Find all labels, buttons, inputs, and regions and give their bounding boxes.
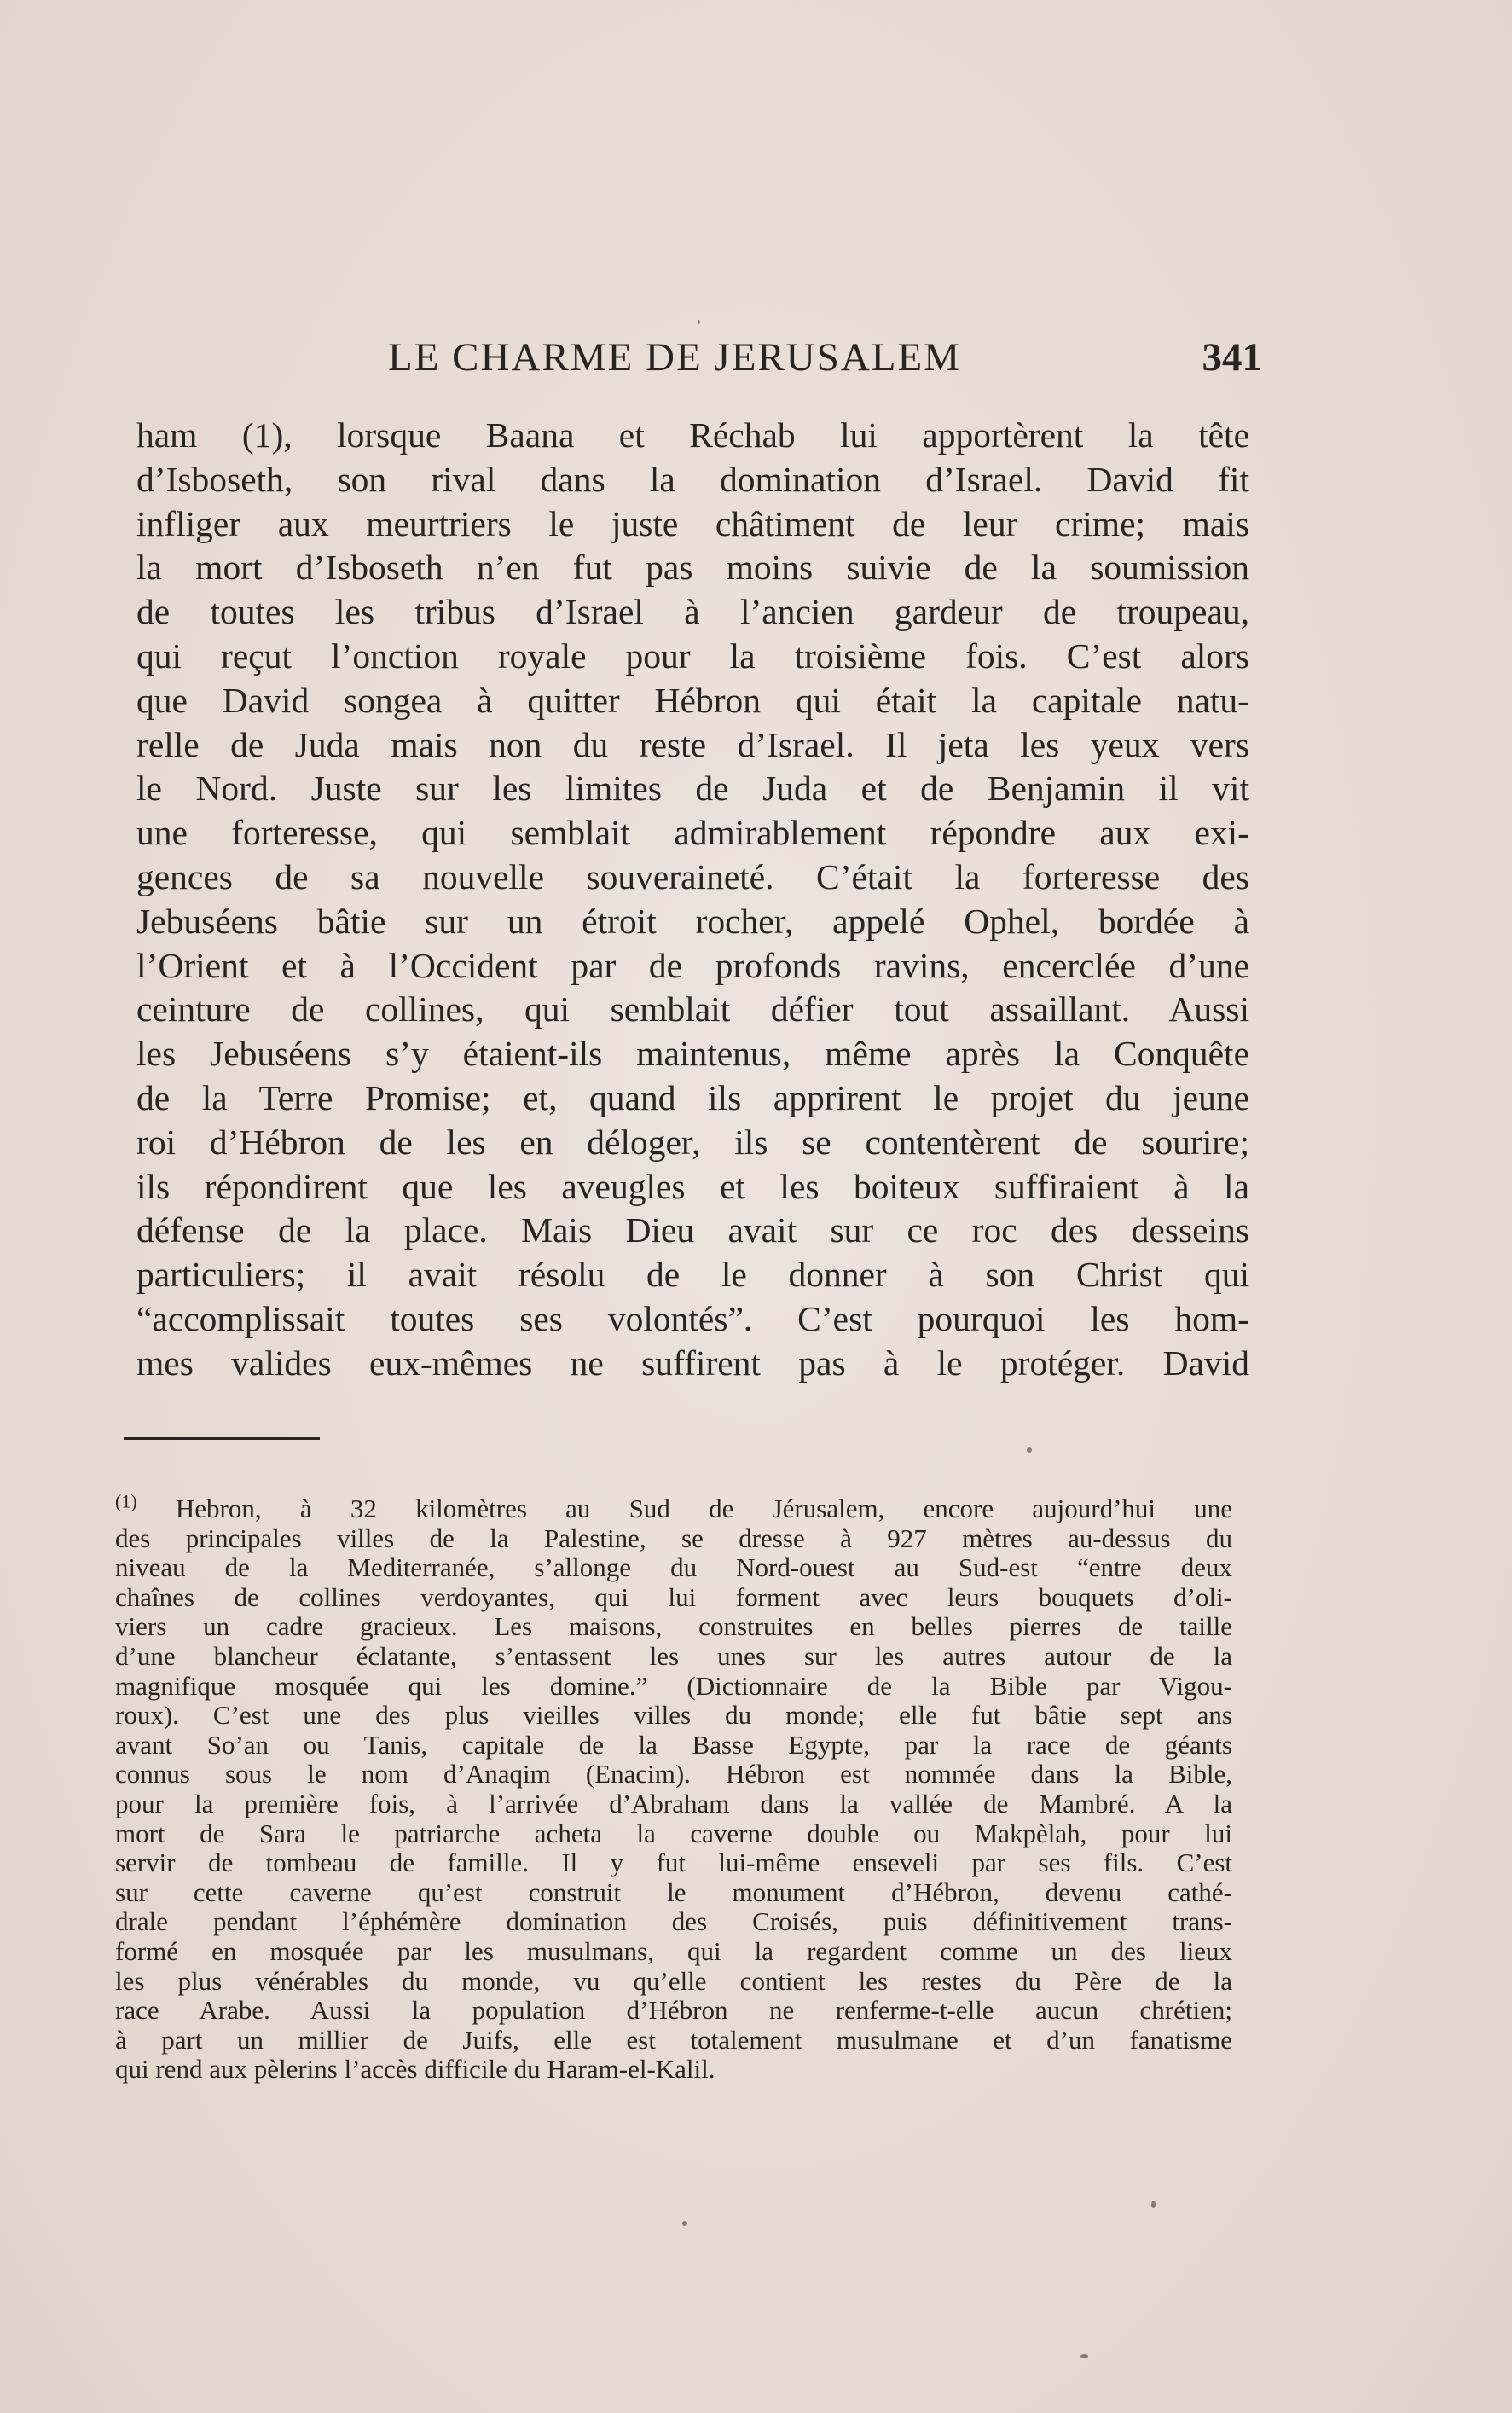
text-line: qui reçut l’onction royale pour la troisième fois. C’est alors <box>136 635 1249 676</box>
text-line: mes valides eux-mêmes ne suffirent pas à le protéger. David <box>136 1343 1249 1383</box>
footnote-line: roux). C’est une des plus vieilles villes du monde; elle fut bâtie sept ans <box>115 1700 1232 1731</box>
paper-speck <box>1027 1447 1032 1453</box>
footnote-line: les plus vénérables du monde, vu qu’elle contient les restes du Père de la <box>115 1965 1232 1996</box>
footnote-line: viers un cadre gracieux. Les maisons, construites en belles pierres de taille <box>115 1611 1232 1642</box>
footnote-line <box>115 1490 1232 1524</box>
footnote-line: magnifique mosquée qui les domine.” (Dictionnaire de la Bible par Vigou- <box>115 1670 1232 1701</box>
text-line: particuliers; il avait résolu de le donner à son Christ qui <box>136 1255 1249 1295</box>
footnote-first-text: Hebron, à 32 kilomètres au Sud de Jérusalem, encore aujourd’hui une <box>175 1494 1232 1523</box>
footnote <box>115 1490 1232 2085</box>
footnote-line: des principales villes de la Palestine, se dresse à 927 mètres au-dessus du <box>115 1523 1232 1553</box>
footnote-line: mort de Sara le patriarche acheta la caverne double ou Makpèlah, pour lui <box>115 1818 1232 1848</box>
text-line: gences de sa nouvelle souveraineté. C’était la forteresse des <box>136 856 1249 896</box>
footnote-line: d’une blancheur éclatante, s’entassent les unes sur les autres autour de la <box>115 1640 1232 1671</box>
footnote-line: servir de tombeau de famille. Il y fut lui-même enseveli par ses fils. C’est <box>115 1847 1232 1878</box>
text-line: ils répondirent que les aveugles et les boiteux suffiraient à la <box>136 1166 1249 1206</box>
running-title: LE CHARME DE JERUSALEM <box>388 335 961 380</box>
page-header <box>119 334 1262 394</box>
paper-speck <box>1151 2201 1156 2208</box>
text-line: défense de la place. Mais Dieu avait sur ce roc des desseins <box>136 1210 1249 1250</box>
footnote-line: chaînes de collines verdoyantes, qui lui forment avec leurs bouquets d’oli- <box>115 1581 1232 1612</box>
text-line: le Nord. Juste sur les limites de Juda et de Benjamin il vit <box>136 769 1249 809</box>
paper-speck <box>682 2221 687 2226</box>
text-line: d’Isboseth, son rival dans la domination d’Israel. David fit <box>136 459 1249 499</box>
paper-speck <box>1080 2354 1088 2358</box>
footnote-line: sur cette caverne qu’est construit le monument d’Hébron, devenu cathé- <box>115 1876 1232 1907</box>
text-line: ceinture de collines, qui semblait défier tout assaillant. Aussi <box>136 989 1249 1030</box>
footnote-line: avant So’an ou Tanis, capitale de la Basse Egypte, par la race de géants <box>115 1729 1232 1760</box>
text-line: les Jebuséens s’y étaient-ils maintenus, même après la Conquête <box>136 1034 1249 1074</box>
footnote-line: qui rend aux pèlerins l’accès difficile du Haram-el-Kalil. <box>115 2054 715 2085</box>
footnote-rule <box>124 1437 320 1440</box>
text-line: ham (1), lorsque Baana et Réchab lui apportèrent la tête <box>136 415 1249 455</box>
text-line: la mort d’Isboseth n’en fut pas moins suivie de la soumission <box>136 548 1249 588</box>
footnote-line: drale pendant l’éphémère domination des Croisés, puis définitivement trans- <box>115 1906 1232 1937</box>
text-line: que David songea à quitter Hébron qui était la capitale natu- <box>136 680 1249 720</box>
page-number: 341 <box>1202 335 1262 380</box>
footnote-line: à part un millier de Juifs, elle est totalement musulmane et d’un fanatisme <box>115 2024 1232 2055</box>
footnote-marker: (1) <box>115 1490 137 1512</box>
footnote-line: niveau de la Mediterranée, s’allonge du Nord-ouest au Sud-est “entre deux <box>115 1552 1232 1583</box>
text-line: l’Orient et à l’Occident par de profonds ravins, encerclée d’une <box>136 945 1249 985</box>
footnote-line: pour la première fois, à l’arrivée d’Abraham dans la vallée de Mambré. A la <box>115 1788 1232 1818</box>
main-text <box>136 414 1249 1386</box>
text-line: Jebuséens bâtie sur un étroit rocher, appelé Ophel, bordée à <box>136 901 1249 941</box>
text-line: de toutes les tribus d’Israel à l’ancien gardeur de troupeau, <box>136 592 1249 632</box>
footnote-line: race Arabe. Aussi la population d’Hébron ne renferme-t-elle aucun chrétien; <box>115 1995 1232 2026</box>
text-line: roi d’Hébron de les en déloger, ils se contentèrent de sourire; <box>136 1122 1249 1162</box>
text-line: de la Terre Promise; et, quand ils apprirent le projet du jeune <box>136 1077 1249 1117</box>
footnote-line: formé en mosquée par les musulmans, qui la regardent comme un des lieux <box>115 1935 1232 1966</box>
text-line: une forteresse, qui semblait admirablement répondre aux exi- <box>136 813 1249 853</box>
text-line: “accomplissait toutes ses volontés”. C’est pourquoi les hom- <box>136 1298 1249 1338</box>
paper-speck <box>698 320 700 324</box>
text-line: relle de Juda mais non du reste d’Israel. Il jeta les yeux vers <box>136 724 1249 764</box>
footnote-line: connus sous le nom d’Anaqim (Enacim). Hébron est nommée dans la Bible, <box>115 1759 1232 1789</box>
text-line: infliger aux meurtriers le juste châtiment de leur crime; mais <box>136 503 1249 543</box>
